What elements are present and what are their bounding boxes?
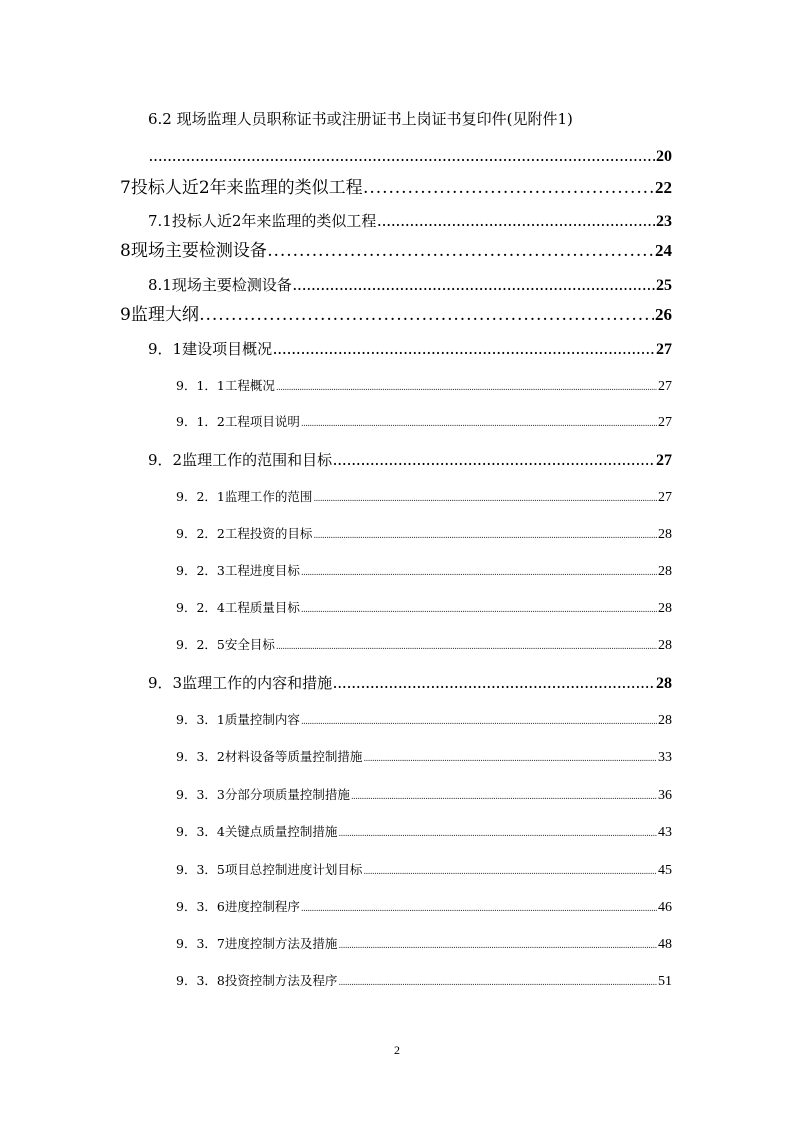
toc-title: 现场主要检测设备: [130, 241, 267, 261]
toc-number: 9．3．6: [176, 899, 225, 914]
toc-leader: [338, 978, 657, 988]
toc-title: 工程进度目标: [224, 563, 300, 578]
toc-entry-6-2-line2[interactable]: [148, 148, 672, 166]
toc-leader: [276, 383, 657, 393]
toc-number: 9．3．1: [176, 712, 225, 727]
toc-title: 监理工作的范围和目标: [182, 451, 333, 469]
toc-page-number: 26: [655, 305, 672, 324]
toc-title: 材料设备等质量控制措施: [224, 749, 363, 764]
toc-title: 投资控制方法及程序: [224, 973, 338, 988]
toc-title: 现场主要检测设备: [171, 276, 292, 294]
toc-number: 9．2．5: [176, 637, 225, 652]
toc-entry-9-3-2[interactable]: [176, 747, 672, 766]
toc-page-number: 25: [656, 277, 672, 294]
toc-page-number: 28: [658, 527, 672, 542]
toc-page-number: 27: [658, 490, 672, 505]
toc-title: 投标人近2年来监理的类似工程: [171, 212, 377, 230]
toc-entry-8-1[interactable]: [148, 274, 672, 295]
toc-leader: [301, 904, 657, 914]
toc-page-number: 27: [658, 379, 672, 394]
toc-entry-6-2-line1[interactable]: [148, 108, 573, 129]
toc-page-number: 28: [656, 675, 672, 692]
toc-page-number: 20: [656, 148, 672, 165]
toc-title: 进度控制方法及措施: [224, 936, 338, 951]
toc-entry-9[interactable]: [120, 300, 672, 325]
page-number-footer: 2: [394, 1043, 400, 1057]
toc-title: 建设项目概况: [182, 340, 273, 358]
toc-leader: [363, 867, 657, 877]
toc-leader: [364, 182, 654, 196]
toc-number: 9．3．7: [176, 936, 225, 951]
toc-entry-9-3-7[interactable]: [176, 934, 672, 953]
toc-entry-8[interactable]: [120, 236, 672, 261]
toc-number: 7: [120, 178, 131, 198]
toc-page-number: 28: [658, 601, 672, 616]
toc-entry-9-2[interactable]: [148, 449, 672, 470]
toc-number: 9．2．2: [176, 526, 225, 541]
toc-page-number: 27: [658, 415, 672, 430]
toc-page-number: 23: [656, 213, 672, 230]
toc-title: 安全目标: [224, 637, 275, 652]
toc-number: 9．2: [148, 451, 183, 469]
toc-leader: [273, 344, 655, 357]
toc-title: 质量控制内容: [224, 712, 300, 727]
toc-leader: [301, 419, 657, 429]
toc-number: 9．3．3: [176, 787, 225, 802]
toc-number: 9．2．3: [176, 563, 225, 578]
toc-title: 关键点质量控制措施: [224, 824, 338, 839]
toc-entry-9-3-6[interactable]: [176, 897, 672, 916]
toc-title: 分部分项质量控制措施: [224, 787, 350, 802]
toc-page-number: 51: [658, 974, 672, 989]
toc-title: 现场监理人员职称证书或注册证书上岗证书复印件(见附件1): [176, 110, 573, 128]
toc-leader: [149, 151, 655, 164]
toc-leader: [313, 531, 657, 541]
toc-leader: [351, 792, 657, 802]
toc-number: 9．3．8: [176, 973, 225, 988]
toc-entry-9-2-5[interactable]: [176, 635, 672, 654]
toc-leader: [333, 678, 655, 691]
toc-number: 7.1: [148, 212, 172, 230]
toc-leader: [338, 829, 657, 839]
toc-title: 监理大纲: [130, 305, 199, 325]
toc-leader: [200, 309, 654, 323]
toc-leader: [293, 280, 655, 293]
toc-entry-7-1[interactable]: [148, 210, 672, 231]
toc-number: 9．1．1: [176, 378, 225, 393]
toc-number: 6.2: [148, 110, 172, 128]
toc-title: 工程项目说明: [224, 414, 300, 429]
toc-leader: [333, 455, 655, 468]
toc-entry-7[interactable]: [120, 173, 672, 198]
toc-number: 9: [120, 305, 131, 325]
toc-title: 投标人近2年来监理的类似工程: [130, 178, 363, 198]
toc-number: 9．3: [148, 674, 183, 692]
toc-entry-9-3-8[interactable]: [176, 971, 672, 990]
toc-number: 8.1: [148, 276, 172, 294]
toc-page-number: 28: [658, 638, 672, 653]
toc-leader: [338, 941, 657, 951]
toc-page-number: 46: [658, 900, 672, 915]
toc-number: 9．3．4: [176, 824, 225, 839]
toc-entry-9-2-3[interactable]: [176, 561, 672, 580]
toc-entry-9-3-3[interactable]: [176, 785, 672, 804]
toc-page-number: 27: [656, 452, 672, 469]
toc-number: 9．3．5: [176, 862, 225, 877]
toc-entry-9-1-2[interactable]: [176, 412, 672, 431]
toc-leader: [276, 642, 657, 652]
toc-page-number: 24: [655, 241, 672, 260]
toc-number: 9．1: [148, 340, 183, 358]
toc-title: 项目总控制进度计划目标: [224, 862, 363, 877]
toc-entry-9-3-1[interactable]: [176, 710, 672, 729]
toc-entry-9-2-2[interactable]: [176, 524, 672, 543]
toc-entry-9-3-4[interactable]: [176, 822, 672, 841]
toc-page-number: 45: [658, 863, 672, 878]
toc-number: 9．2．4: [176, 600, 225, 615]
toc-page-number: 43: [658, 825, 672, 840]
toc-page-number: 22: [655, 178, 672, 197]
toc-entry-9-3-5[interactable]: [176, 860, 672, 879]
toc-number: 8: [120, 241, 131, 261]
toc-number: 9．2．1: [176, 489, 225, 504]
toc-entry-9-1[interactable]: [148, 338, 672, 359]
toc-leader: [301, 568, 657, 578]
toc-title: 监理工作的范围: [224, 489, 313, 504]
toc-entry-9-3[interactable]: [148, 672, 672, 693]
toc-page-number: 27: [656, 341, 672, 358]
toc-page-number: 36: [658, 788, 672, 803]
toc-leader: [363, 754, 657, 764]
toc-title: 工程投资的目标: [224, 526, 313, 541]
toc-page-number: 28: [658, 564, 672, 579]
toc-leader: [268, 245, 654, 259]
toc-page-number: 48: [658, 937, 672, 952]
toc-title: 进度控制程序: [224, 899, 300, 914]
toc-title: 工程质量目标: [224, 600, 300, 615]
toc-number: 9．3．2: [176, 749, 225, 764]
toc-page-number: 28: [658, 713, 672, 728]
toc-title: 工程概况: [224, 378, 275, 393]
toc-page-number: 33: [658, 750, 672, 765]
toc-entry-9-2-4[interactable]: [176, 598, 672, 617]
toc-leader: [377, 216, 655, 229]
toc-leader: [301, 717, 657, 727]
toc-entry-9-1-1[interactable]: [176, 376, 672, 395]
toc-leader: [313, 494, 657, 504]
toc-number: 9．1．2: [176, 414, 225, 429]
toc-title: 监理工作的内容和措施: [182, 674, 333, 692]
toc-entry-9-2-1[interactable]: [176, 487, 672, 506]
toc-leader: [301, 605, 657, 615]
